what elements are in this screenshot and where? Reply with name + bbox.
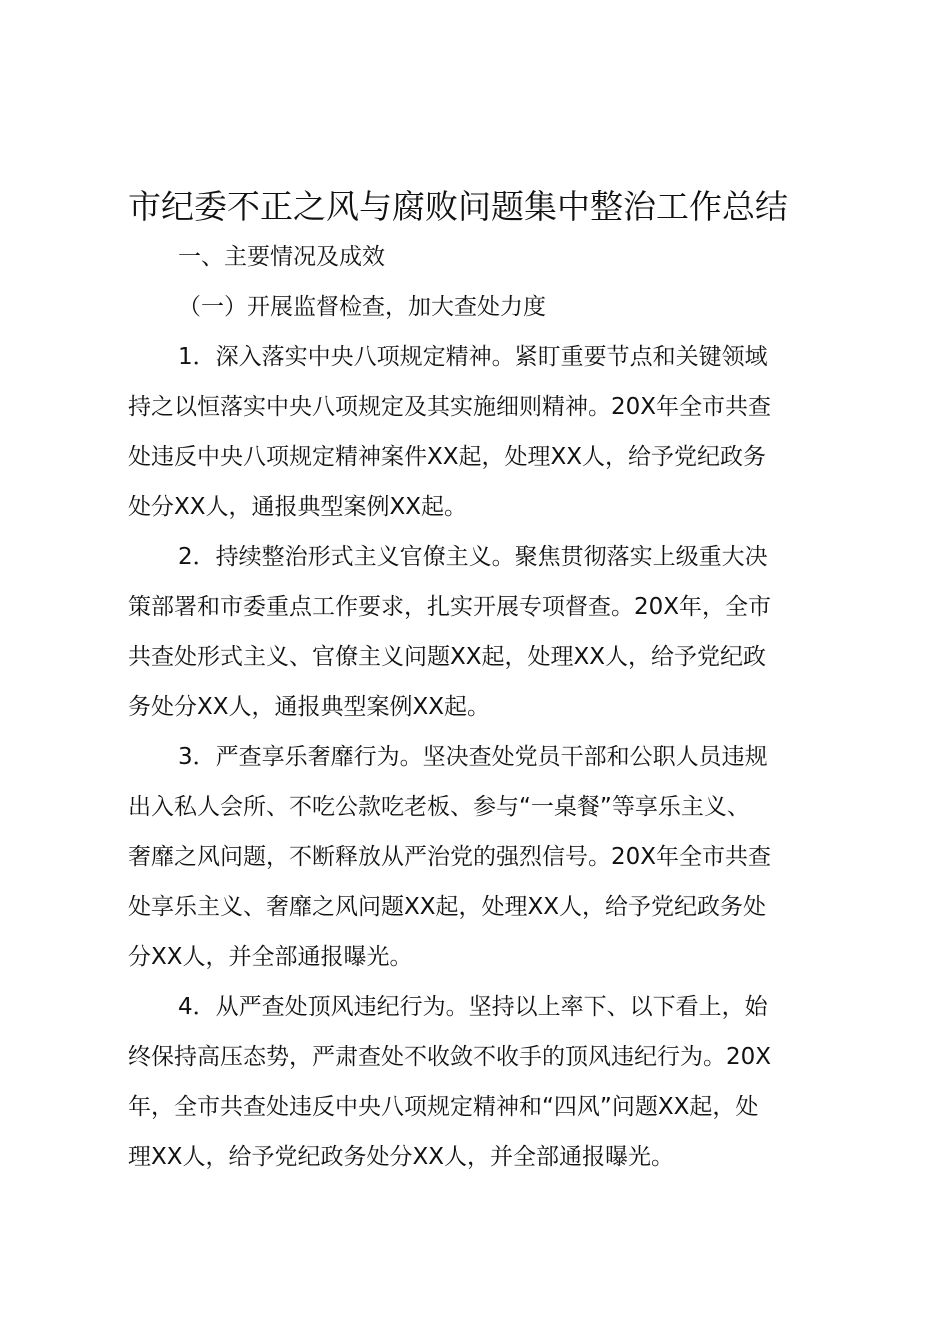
paragraph-line: 年，全市共查处违反中央八项规定精神和“四风”问题XX起，处 — [128, 1094, 759, 1120]
paragraph-line: 处违反中央八项规定精神案件XX起，处理XX人，给予党纪政务 — [128, 444, 767, 470]
paragraph-line: 奢靡之风问题，不断释放从严治党的强烈信号。20X年全市共查 — [128, 844, 772, 870]
subsection-heading: （一）开展监督检查，加大查处力度 — [178, 294, 546, 320]
section-heading: 一、主要情况及成效 — [178, 244, 385, 270]
paragraph-2 — [128, 532, 852, 732]
paragraph-line: 处分XX人，通报典型案例XX起。 — [128, 494, 468, 520]
paragraph-line: 务处分XX人，通报典型案例XX起。 — [128, 694, 491, 720]
paragraph-4 — [128, 982, 852, 1182]
paragraph-line: 终保持高压态势，严肃查处不收敛不收手的顶风违纪行为。20X — [128, 1044, 772, 1070]
paragraph-line: 出入私人会所、不吃公款吃老板、参与“一桌餐”等享乐主义、 — [128, 794, 750, 820]
paragraph-line: 3．严查享乐奢靡行为。坚决查处党员干部和公职人员违规 — [178, 744, 768, 770]
paragraph-line: 4．从严查处顶风违纪行为。坚持以上率下、以下看上，始 — [178, 994, 768, 1020]
paragraph-line: 处享乐主义、奢靡之风问题XX起，处理XX人，给予党纪政务处 — [128, 894, 767, 920]
paragraph-line: 共查处形式主义、官僚主义问题XX起，处理XX人，给予党纪政 — [128, 644, 767, 670]
document-title: 市纪委不正之风与腐败问题集中整治工作总结 — [128, 187, 788, 226]
paragraph-line: 策部署和市委重点工作要求，扎实开展专项督查。20X年，全市 — [128, 594, 772, 620]
paragraph-line: 理XX人，给予党纪政务处分XX人，并全部通报曝光。 — [128, 1144, 675, 1170]
paragraph-line: 分XX人，并全部通报曝光。 — [128, 944, 413, 970]
paragraph-1 — [128, 332, 852, 532]
paragraph-line: 持之以恒落实中央八项规定及其实施细则精神。20X年全市共查 — [128, 394, 772, 420]
paragraph-line: 2．持续整治形式主义官僚主义。聚焦贯彻落实上级重大决 — [178, 544, 768, 570]
paragraph-line: 1．深入落实中央八项规定精神。紧盯重要节点和关键领域 — [178, 344, 768, 370]
paragraph-3 — [128, 732, 852, 982]
document-body — [128, 232, 852, 1182]
